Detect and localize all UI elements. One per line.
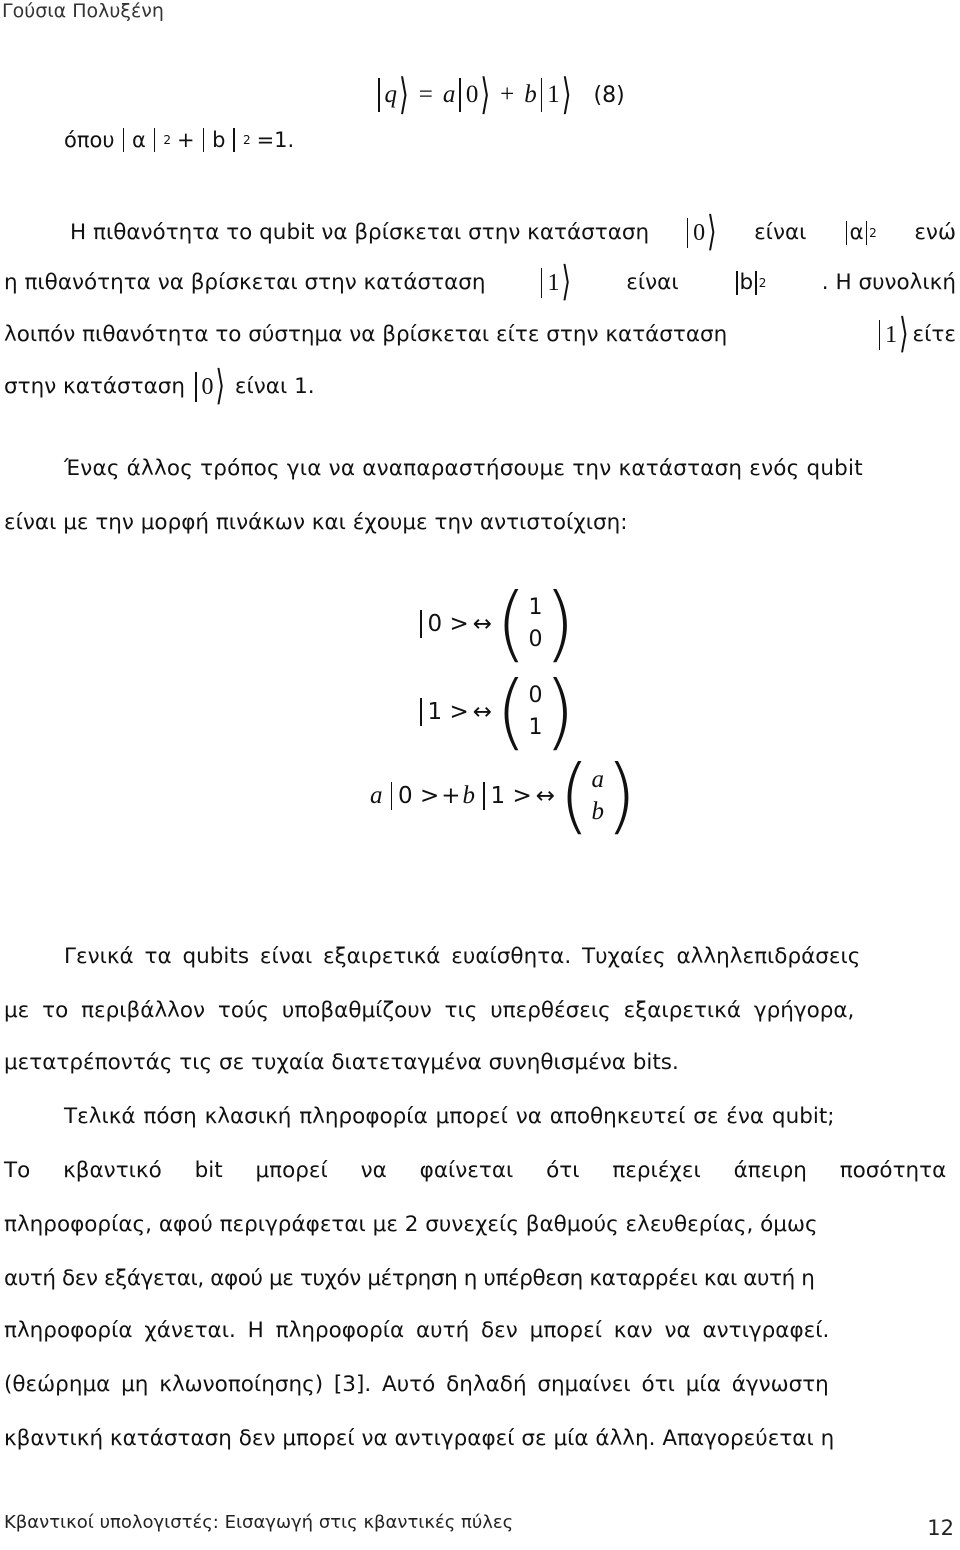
para4-line3 — [4, 1210, 956, 1240]
ket-label: 1 > — [427, 699, 469, 725]
para3-line3 — [4, 1048, 956, 1078]
matrix-row-1 — [420, 664, 575, 760]
footer-title: Κβαντικοί υπολογιστές: Εισαγωγή στις κβαντικές πύλες — [4, 1512, 514, 1533]
para4-line1 — [64, 1102, 956, 1132]
text: είναι — [626, 270, 679, 295]
plus: + — [176, 128, 195, 152]
para2-line2 — [4, 508, 956, 538]
text: Ένας άλλος τρόπος για να αναπαραστήσουμε την κατάσταση ενός qubit — [64, 456, 863, 481]
alpha: α — [132, 128, 146, 152]
coef-b: b — [462, 782, 475, 809]
coef-a: a — [442, 81, 456, 108]
text: (θεώρημα μη κλωνοποίησης) [3]. Αυτό δηλαδή σημαίνει ότι μία άγνωστη — [4, 1372, 829, 1397]
text: πληροφορίας, αφού περιγράφεται με 2 συνεχείς βαθμούς ελευθερίας, όμως — [4, 1212, 818, 1237]
text: κβαντική κατάσταση δεν μπορεί να αντιγραφεί σε μία άλλη. Απαγορεύεται η — [4, 1426, 835, 1451]
correspondence-arrow: ↔ — [535, 783, 555, 809]
para1-line2 — [4, 260, 956, 306]
page-number: 12 — [927, 1516, 954, 1540]
para1-line4 — [4, 364, 956, 410]
para4-line6 — [4, 1370, 956, 1400]
text: είναι με την μορφή πινάκων και έχουμε την αντιστοίχιση: — [4, 510, 628, 535]
text: αυτή δεν εξάγεται, αφού με τυχόν μέτρηση η υπέρθεση καταρρέει και αυτή η — [4, 1266, 815, 1291]
matrix-row-0 — [420, 576, 575, 672]
para2-line1 — [64, 454, 956, 484]
plus: + — [441, 783, 461, 809]
plus-sign: + — [500, 81, 515, 108]
text: Τελικά πόση κλασική πληροφορία μπορεί να αποθηκευτεί σε ένα qubit; — [64, 1104, 835, 1129]
text: στην κατάσταση — [4, 374, 185, 399]
correspondence-arrow: ↔ — [472, 699, 492, 725]
b: b — [212, 128, 226, 152]
header-author: Γούσια Πολυξένη — [2, 0, 164, 22]
ket-label: 0 > — [398, 783, 440, 809]
text: Το κβαντικό bit μπορεί να φαίνεται ότι περιέχει άπειρη ποσότητα — [4, 1158, 947, 1183]
text: είναι 1. — [234, 374, 315, 399]
eq-sign: = — [418, 81, 433, 108]
para1-line1 — [70, 210, 956, 256]
b-squared: b 2 — [734, 268, 766, 298]
ket-1: 1 ⟩ — [541, 268, 571, 298]
text: λοιπόν πιθανότητα το σύστημα να βρίσκεται είτε στην κατάσταση — [4, 322, 728, 347]
para3-line1 — [64, 942, 956, 972]
matrix-representation — [0, 576, 960, 844]
ket-0: 0 ⟩ — [195, 372, 225, 402]
text: ενώ — [914, 220, 956, 245]
text: μετατρέποντάς τις σε τυχαία διατεταγμένα συνηθισμένα bits. — [4, 1050, 679, 1075]
text: πληροφορία χάνεται. Η πληροφορία αυτή δεν μπορεί καν να αντιγραφεί. — [4, 1318, 830, 1343]
ket-0: 0 ⟩ — [687, 218, 717, 248]
text: Γενικά τα qubits είναι εξαιρετικά ευαίσθητα. Τυχαίες αλληλεπιδράσεις — [64, 944, 861, 969]
ket-0: 0 ⟩ — [459, 78, 490, 112]
para4-line2 — [4, 1156, 956, 1186]
coef-b: b — [524, 81, 537, 108]
column-vector: ( a b ) — [559, 748, 637, 844]
square: 2 — [242, 133, 251, 147]
para1-line3 — [4, 312, 956, 358]
ket-1: 1 ⟩ — [541, 78, 572, 112]
alpha-squared: α 2 — [844, 218, 877, 248]
text: . Η συνολική — [821, 270, 956, 295]
where-line — [64, 128, 294, 152]
column-vector: ( 1 0 ) — [496, 576, 575, 672]
para4-line7 — [4, 1424, 956, 1454]
equation-number: (8) — [593, 82, 625, 108]
text: είτε — [912, 322, 956, 347]
text: Η πιθανότητα το qubit να βρίσκεται στην κατάσταση — [70, 220, 650, 245]
coef-a: a — [370, 782, 383, 809]
column-vector: ( 0 1 ) — [496, 664, 575, 760]
text: με το περιβάλλον τούς υποβαθμίζουν τις υπερθέσεις εξαιρετικά γρήγορα, — [4, 998, 855, 1023]
para4-line5 — [4, 1316, 956, 1346]
equals-one: =1. — [256, 128, 295, 152]
text: είναι — [754, 220, 807, 245]
text: η πιθανότητα να βρίσκεται στην κατάσταση — [4, 270, 486, 295]
para3-line2 — [4, 996, 956, 1026]
correspondence-arrow: ↔ — [472, 611, 492, 637]
square: 2 — [163, 133, 171, 147]
para4-line4 — [4, 1264, 956, 1294]
where-word: όπου — [64, 128, 115, 152]
matrix-row-general — [370, 748, 637, 844]
ket-label: 0 > — [427, 611, 469, 637]
ket-1: 1 ⟩ — [879, 320, 909, 350]
ket-q: q ⟩ — [378, 78, 409, 112]
ket-label: 1 > — [490, 783, 532, 809]
equation-8 — [378, 72, 625, 119]
